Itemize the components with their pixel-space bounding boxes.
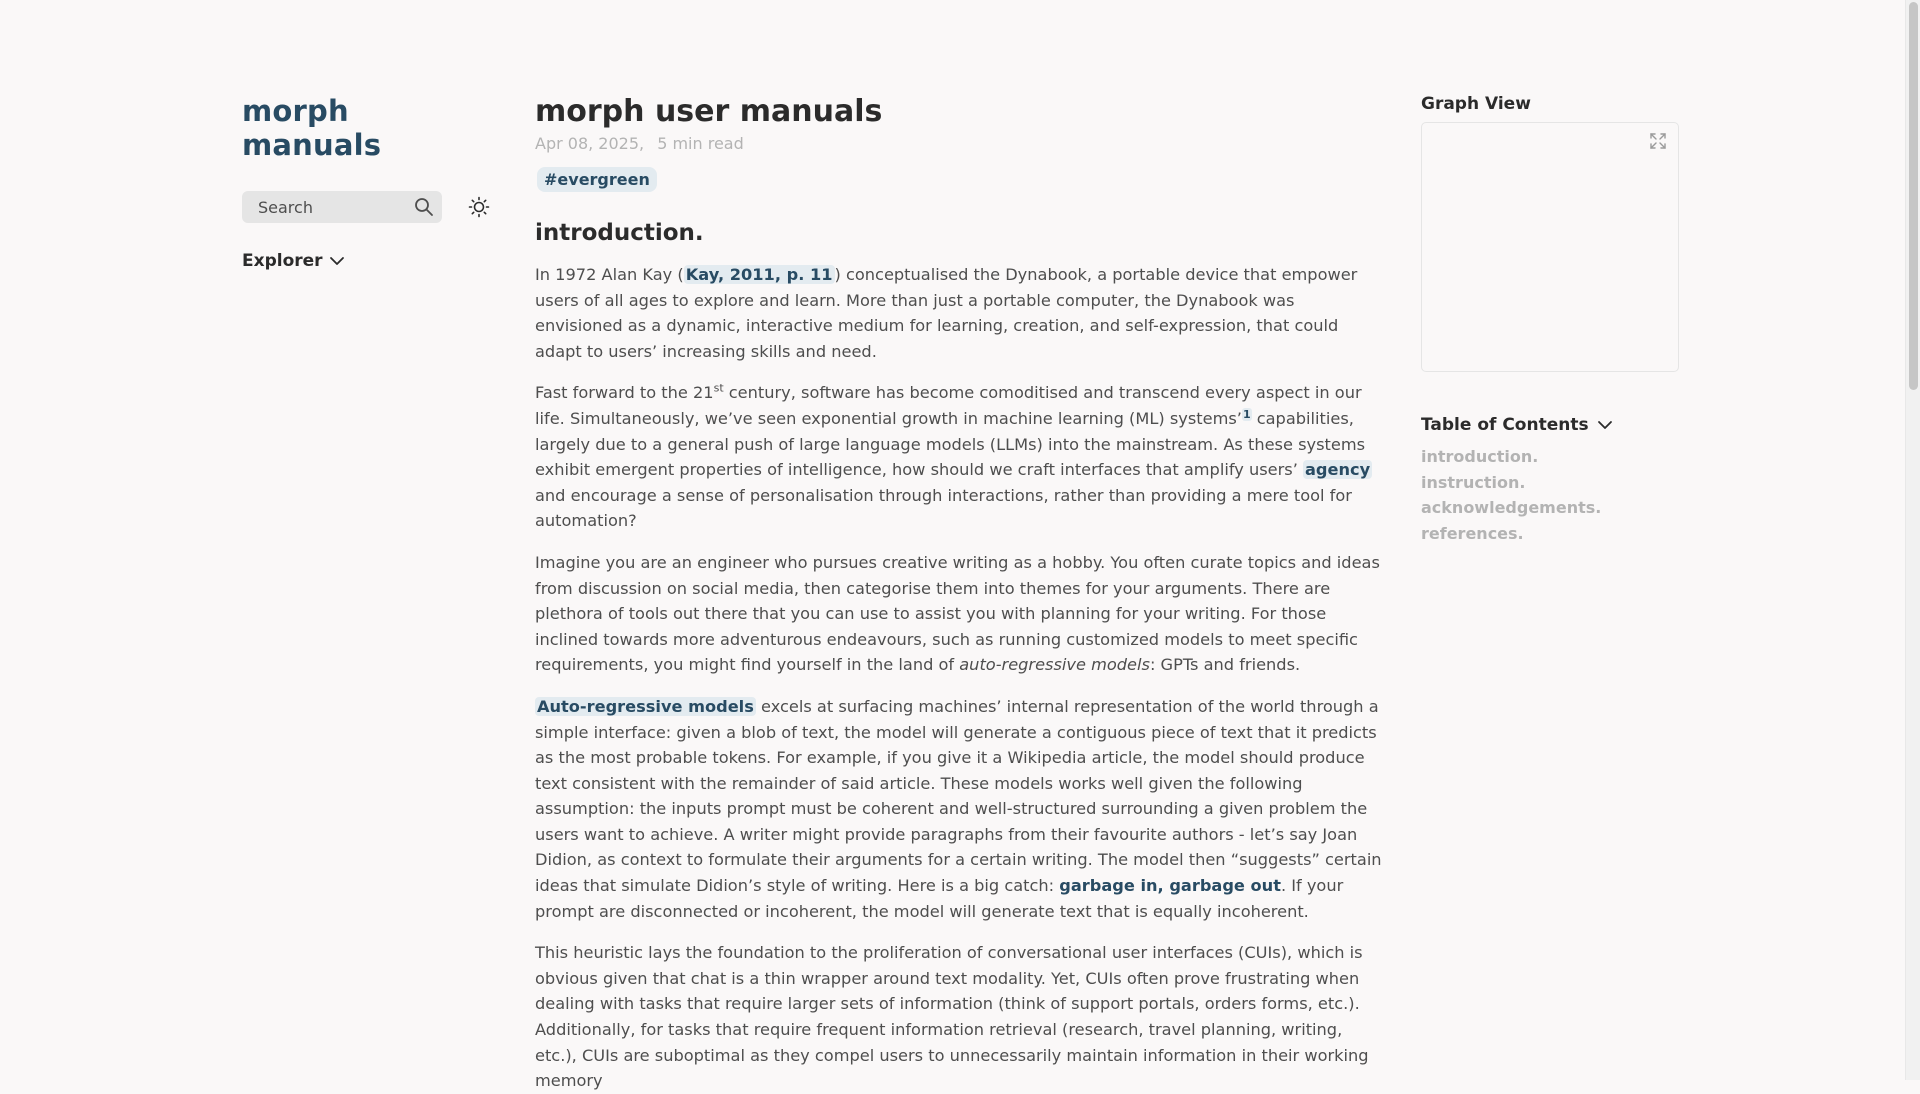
text: Imagine you are an engineer who pursues creative writing as a hobby. You often curate topics and ideas from discussion on social media, then categorise them into themes for your arguments. There are plethora of tools out there that you can use to assist you with planning for your writing. For those inclined towards more adventurous endeavours, such as running customized models to meet specific requirements, you might find yourself in the land of [535,552,1380,675]
chevron-down-icon [1597,417,1613,433]
text: ) conceptualised the Dynabook, a portable device that empower users of all ages to explore and learn. More than just a portable computer, the Dynabook was envisioned as a dynamic, interactive medium for learning, creation, and self-expression, that could adapt to users’ increasing skills and need. [535,265,1358,361]
toc-item-references[interactable]: references. [1421,523,1524,543]
footnote-link[interactable]: 1 [1242,407,1251,421]
section-heading: introduction. [535,220,704,246]
text: In 1972 Alan Kay ( [535,265,684,284]
graph-title: Graph View [1421,94,1531,114]
text: . If your prompt are disconnected or incoherent, the model will generate text that is equally incoherent. [535,876,1344,921]
article-meta [535,134,1387,153]
footnote-ref [1242,408,1252,421]
search-placeholder: Search [258,197,313,217]
text: century, software has become comoditised and transcend every aspect in our life. Simultaneously, we’ve seen exponential growth in machine learning (ML) systems’ [535,383,1362,428]
search-row [242,191,492,223]
text: excels at surfacing machines’ internal representation of the world through a simple interface: given a blob of text, the model will generate a contiguous piece of text that it predicts as the most probable tokens. For example, if you give it a Wikipedia article, the model should produce text consistent with the remainder of said article. These models works well given the following assumption: the inputs prompt must be coherent and well-structured surrounding a given problem the users want to achieve. A writer might provide paragraphs from their favourite authors - let’s say Joan Didion, as context to formulate their arguments for a certain writing. The model then “suggests” certain ideas that simulate Didion’s style of writing. Here is a big catch: [535,696,1382,896]
toc-item-acknowledgements[interactable]: acknowledgements. [1421,498,1602,517]
toc-item-instruction[interactable]: instruction. [1421,472,1526,492]
paragraph [535,380,1387,534]
text: and encourage a sense of personalisation through interactions, rather than providing a mere tool for automation? [535,485,1352,531]
paragraph [535,694,1387,924]
expand-graph-button[interactable] [1648,131,1668,151]
explorer-toggle[interactable] [242,251,492,271]
garbage-in-link[interactable]: garbage in, garbage out [1059,876,1281,896]
agency-link[interactable]: agency [1305,460,1371,480]
tag-list [535,167,1387,192]
article-date: Apr 08, 2025, [535,134,645,153]
left-sidebar [242,94,492,271]
paragraph [535,262,1387,364]
citation-link[interactable]: Kay, 2011, p. 11 [685,265,833,284]
text: : GPTs and friends. [1149,655,1301,675]
explorer-label: Explorer [242,251,323,271]
toc-title: Table of Contents [1421,415,1589,435]
superscript: st [713,381,724,395]
toc-item-introduction[interactable]: introduction. [1421,447,1539,466]
text: capabilities, largely due to a general push of large language models (LLMs) into the mainstream. As these systems exhibit emergent properties of intelligence, how should we craft interfaces that amplify users’ [535,408,1366,480]
auto-regressive-link[interactable]: Auto-regressive models [537,696,754,716]
toc-list [1421,444,1679,546]
right-sidebar [1421,94,1679,546]
expand-icon [1648,131,1668,151]
scrollbar[interactable] [1905,0,1920,1080]
chevron-down-icon [329,253,345,269]
toc-toggle[interactable] [1421,415,1679,435]
tag-evergreen[interactable]: #evergreen [537,167,657,192]
theme-toggle-button[interactable] [467,195,491,219]
sun-icon [468,196,490,218]
site-title[interactable]: morph manuals [242,94,382,162]
paragraph [535,550,1387,678]
search-icon [414,197,434,217]
article-read-time: 5 min read [657,134,744,153]
paragraph [535,940,1387,1094]
article [535,94,1387,1094]
search-button[interactable] [242,191,442,223]
emphasis: auto-regressive models [959,655,1150,675]
text: Fast forward to the 21 [535,383,714,403]
page-title: morph user manuals [535,94,883,129]
scrollbar-thumb[interactable] [1909,2,1918,390]
graph-view[interactable] [1421,122,1679,372]
text: This heuristic lays the foundation to the proliferation of conversational user interfaces (CUIs), which is obvious given that chat is a thin wrapper around text modality. Yet, CUIs often prove frustrating when dealing with tasks that require larger sets of information (think of support portals, orders forms, etc.). Additionally, for tasks that require frequent information retrieval (research, travel planning, writing, etc.), CUIs are suboptimal as they compel users to unnecessarily maintain information in their working memory [535,943,1369,1091]
